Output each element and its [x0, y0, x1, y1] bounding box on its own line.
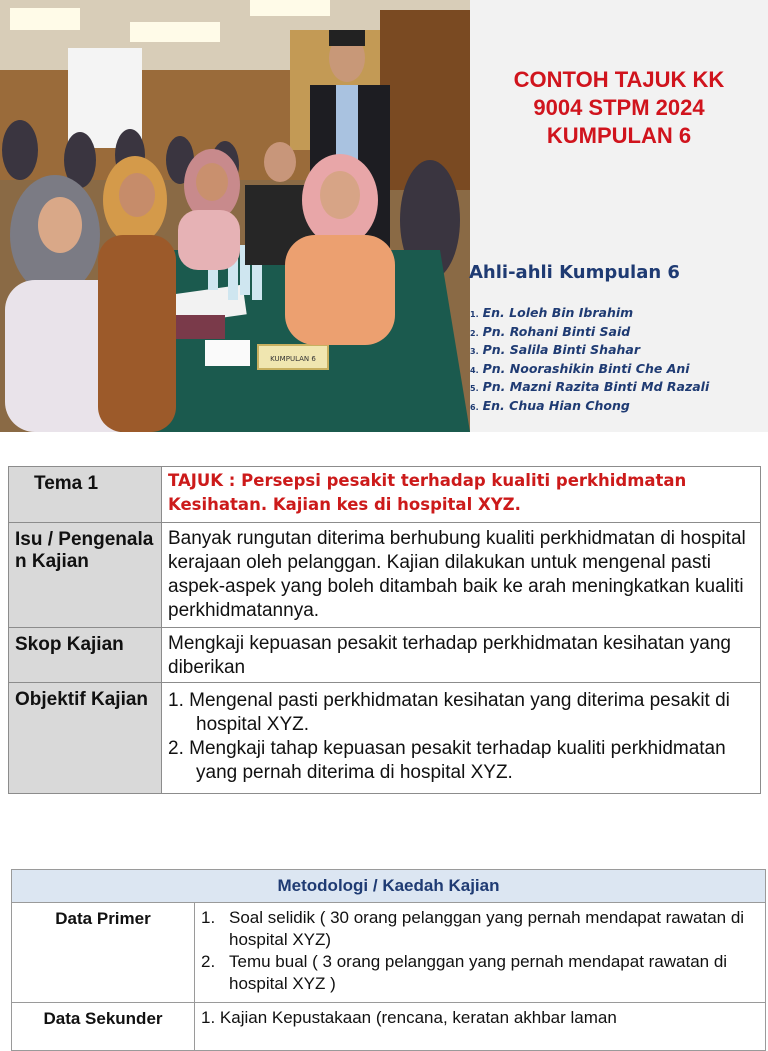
objektif-label: Objektif Kajian — [9, 683, 162, 794]
table-row — [9, 628, 761, 683]
research-table — [8, 466, 761, 794]
objektif-list — [168, 689, 754, 785]
group-photo — [0, 0, 470, 432]
member-item — [470, 324, 709, 343]
table-row — [12, 903, 766, 1003]
table-row — [9, 683, 761, 794]
member-name: Pn. Noorashikin Binti Che Ani — [482, 360, 690, 376]
member-number: 2. — [470, 328, 479, 338]
table-row — [9, 467, 761, 523]
methodology-heading: Metodologi / Kaedah Kajian — [12, 870, 766, 903]
member-number: 5. — [470, 384, 479, 394]
slide-title — [470, 66, 768, 150]
sekunder-text: 1. Kajian Kepustakaan (rencana, keratan akhbar laman — [195, 1003, 766, 1051]
objektif-item: 2. Mengkaji tahap kepuasan pesakit terhadap kualiti perkhidmatan yang pernah diterima di hospital XYZ. — [168, 738, 726, 783]
primer-label: Data Primer — [12, 903, 195, 1003]
isu-label: Isu / Pengenala n Kajian — [9, 523, 162, 628]
skop-label: Skop Kajian — [9, 628, 162, 683]
table-row — [12, 870, 766, 903]
member-name: Pn. Rohani Binti Said — [482, 323, 631, 339]
member-number: 1. — [470, 310, 479, 319]
tajuk-cell — [162, 467, 761, 523]
member-item — [470, 342, 709, 361]
primer-list — [201, 907, 759, 995]
member-name: Pn. Mazni Razita Binti Md Razali — [482, 379, 710, 395]
primer-cell — [195, 903, 766, 1003]
member-number: 4. — [470, 365, 479, 375]
isu-text: Banyak rungutan diterima berhubung kualiti perkhidmatan di hospital kerajaan oleh pelanggan. Kajian dilakukan untuk mengenal pasti aspek-aspek yang boleh ditambah baik ke arah meningkatkan kualiti perkhidmatannya. — [162, 523, 761, 628]
members-heading: Ahli-ahli Kumpulan 6 — [469, 262, 680, 283]
objektif-item: 1. Mengenal pasti perkhidmatan kesihatan yang diterima pesakit di hospital XYZ. — [168, 690, 730, 735]
member-name: En. Loleh Bin Ibrahim — [482, 305, 634, 320]
member-item — [470, 305, 709, 324]
tajuk-text: TAJUK : Persepsi pesakit terhadap kualiti perkhidmatan Kesihatan. Kajian kes di hospital XYZ. — [168, 471, 687, 514]
slide-title-line-1: CONTOH TAJUK KK — [513, 67, 725, 92]
member-item — [470, 379, 709, 398]
slide-title-line-2: 9004 STPM 2024 — [533, 95, 705, 120]
primer-number: 2. — [201, 952, 216, 971]
table-row — [9, 523, 761, 628]
skop-text: Mengkaji kepuasan pesakit terhadap perkhidmatan kesihatan yang diberikan — [162, 628, 761, 683]
member-name: En. Chua Hian Chong — [482, 397, 630, 413]
member-number: 6. — [470, 402, 479, 412]
primer-item — [201, 951, 759, 995]
table-row — [12, 1003, 766, 1051]
member-number: 3. — [470, 347, 479, 357]
primer-number: 1. — [201, 908, 216, 927]
primer-text: Temu bual ( 3 orang pelanggan yang pernah mendapat rawatan di hospital XYZ ) — [229, 952, 728, 993]
member-item — [470, 361, 709, 380]
members-list — [470, 305, 709, 417]
slide-title-line-3: KUMPULAN 6 — [546, 123, 692, 148]
sekunder-label: Data Sekunder — [12, 1003, 195, 1051]
photo-sign-text: KUMPULAN 6 — [270, 355, 316, 363]
member-item — [470, 398, 709, 417]
primer-item — [201, 907, 759, 951]
member-name: Pn. Salila Binti Shahar — [482, 342, 641, 358]
primer-text: Soal selidik ( 30 orang pelanggan yang pernah mendapat rawatan di hospital XYZ) — [229, 908, 745, 949]
tema-label: Tema 1 — [9, 467, 162, 523]
title-slide — [0, 0, 768, 432]
objektif-cell — [162, 683, 761, 794]
